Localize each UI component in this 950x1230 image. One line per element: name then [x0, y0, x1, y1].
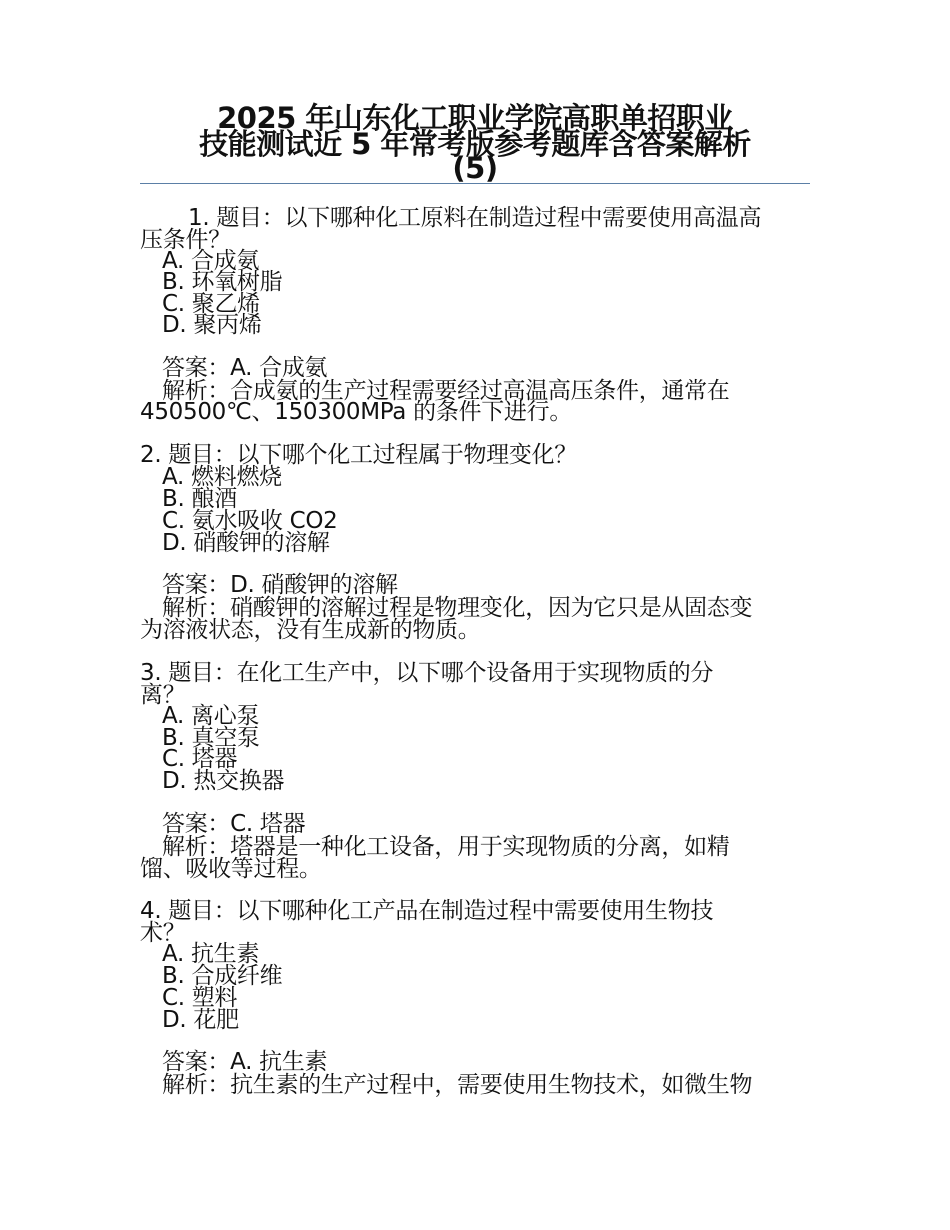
question-4-option-b: B. 合成纤维	[162, 963, 283, 989]
question-1-option-d: D. 聚丙烯	[162, 312, 262, 338]
question-1-option-b: B. 环氧树脂	[162, 269, 283, 295]
question-2-option-a: A. 燃料燃烧	[162, 464, 282, 490]
question-3-option-c: C. 塔器	[162, 746, 238, 772]
title-divider	[140, 183, 810, 184]
question-2-stem: 2. 题目：以下哪个化工过程属于物理变化？	[140, 442, 577, 468]
question-1-analysis-continued: 450500℃、150300MPa 的条件下进行。	[140, 399, 573, 425]
question-3-stem-continued: 离？	[140, 682, 186, 708]
question-1-stem-continued: 压条件？	[140, 227, 231, 253]
question-3-stem: 3. 题目：在化工生产中，以下哪个设备用于实现物质的分	[140, 660, 714, 686]
question-3-option-d: D. 热交换器	[162, 768, 285, 794]
question-3-analysis: 解析：塔器是一种化工设备，用于实现物质的分离，如精	[162, 834, 730, 860]
question-4-stem-continued: 术？	[140, 920, 186, 946]
question-2-answer: 答案：D. 硝酸钾的溶解	[162, 572, 398, 598]
question-3-answer: 答案：C. 塔器	[162, 811, 306, 837]
question-4-option-a: A. 抗生素	[162, 941, 260, 967]
question-1-analysis: 解析：合成氨的生产过程需要经过高温高压条件，通常在	[162, 378, 730, 404]
question-1-option-a: A. 合成氨	[162, 248, 260, 274]
question-3-analysis-continued: 馏、吸收等过程。	[140, 856, 322, 882]
question-1-stem: 1. 题目：以下哪种化工原料在制造过程中需要使用高温高	[188, 205, 762, 231]
question-2-analysis: 解析：硝酸钾的溶解过程是物理变化，因为它只是从固态变	[162, 595, 753, 621]
question-4-answer: 答案：A. 抗生素	[162, 1049, 328, 1075]
question-4-option-d: D. 花肥	[162, 1007, 239, 1033]
question-1-answer: 答案：A. 合成氨	[162, 355, 328, 381]
question-2-option-b: B. 酿酒	[162, 486, 237, 512]
question-4-analysis: 解析：抗生素的生产过程中，需要使用生物技术，如微生物	[162, 1072, 753, 1098]
question-2-option-c: C. 氨水吸收 CO2	[162, 508, 338, 534]
question-3-option-b: B. 真空泵	[162, 725, 260, 751]
document-title-line-1: 2025 年山东化工职业学院高职单招职业	[217, 101, 733, 135]
question-2-option-d: D. 硝酸钾的溶解	[162, 530, 330, 556]
question-3-option-a: A. 离心泵	[162, 703, 260, 729]
document-title-line-2: 技能测试近 5 年常考版参考题库含答案解析	[199, 127, 751, 161]
question-2-analysis-continued: 为溶液状态，没有生成新的物质。	[140, 617, 481, 643]
question-1-option-c: C. 聚乙烯	[162, 291, 260, 317]
question-4-option-c: C. 塑料	[162, 985, 238, 1011]
document-title-line-3: (5)	[452, 151, 498, 185]
question-4-stem: 4. 题目：以下哪种化工产品在制造过程中需要使用生物技	[140, 898, 714, 924]
